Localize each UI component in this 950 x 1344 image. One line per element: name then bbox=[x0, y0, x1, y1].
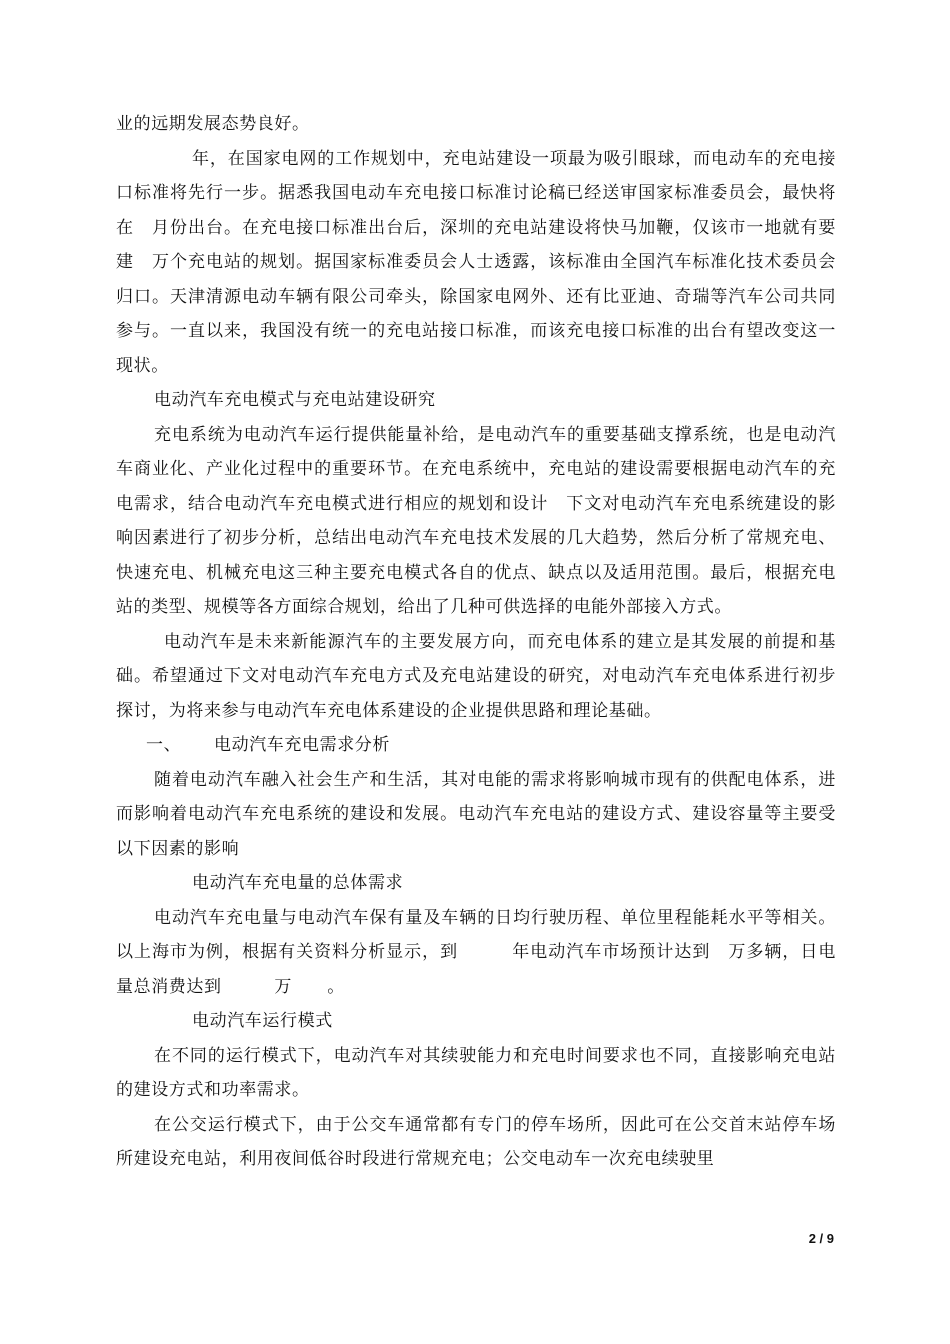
paragraph-future-direction: 电动汽车是未来新能源汽车的主要发展方向，而充电体系的建立是其发展的前提和基础。希望通过下文对电动汽车充电方式及充电站建设的研究，对电动汽车充电体系进行初步探讨，为将来参与电动汽车充电体系建设的企业提供思路和理论基础。 bbox=[116, 631, 836, 721]
subheading-charging-mode-research: 电动汽车充电模式与充电站建设研究 bbox=[154, 390, 436, 410]
section-title: 电动汽车充电需求分析 bbox=[214, 735, 390, 755]
paragraph-bus-operation: 在公交运行模式下，由于公交车通常都有专门的停车场所，因此可在公交首末站停车场所建设充电站，利用夜间低谷时段进行常规充电；公交电动车一次充电续驶里 bbox=[116, 1114, 836, 1169]
paragraph-demand-intro: 随着电动汽车融入社会生产和生活，其对电能的需求将影响城市现有的供配电体系，进而影响着电动汽车充电系统的建设和发展。电动汽车充电站的建设方式、建设容量等主要受以下因素的影响 bbox=[116, 769, 836, 859]
subheading-operation-mode: 电动汽车运行模式 bbox=[192, 1011, 333, 1031]
paragraph-charging-system-overview: 充电系统为电动汽车运行提供能量补给，是电动汽车的重要基础支撑系统，也是电动汽车商业化、产业化过程中的重要环节。在充电系统中，充电站的建设需要根据电动汽车的充电需求，结合电动汽车充电模式进行相应的规划和设计 下文对电动汽车充电系统建设的影响因素进行了初步分析，总结出电动汽车充电技术发展的几大趋势，然后分析了常规充电、快速充电、机械充电这三种主要充电模式各自的优点、缺点以及适用范围。最后，根据充电站的类型、规模等各方面综合规划，给出了几种可供选择的电能外部接入方式。 bbox=[116, 424, 836, 617]
paragraph-total-demand: 电动汽车充电量与电动汽车保有量及车辆的日均行驶历程、单位里程能耗水平等相关。以上海市为例，根据有关资料分析显示，到 年电动汽车市场预计达到 万多辆，日电量总消费达到 万 。 bbox=[116, 907, 836, 997]
document-body bbox=[116, 107, 836, 1177]
section-number: 一、 bbox=[146, 735, 182, 755]
subheading-total-demand: 电动汽车充电量的总体需求 bbox=[192, 873, 404, 893]
paragraph-charging-interface-standard: 年，在国家电网的工作规划中，充电站建设一项最为吸引眼球，而电动车的充电接口标准将先行一步。据悉我国电动车充电接口标准讨论稿已经送审国家标准委员会，最快将在 月份出台。在充电接口标准出台后，深圳的充电站建设将快马加鞭，仅该市一地就有要建 万个充电站的规划。据国家标准委员会人士透露，该标准由全国汽车标准化技术委员会归口。天津清源电动车辆有限公司牵头，除国家电网外、还有比亚迪、奇瑞等汽车公司共同参与。一直以来，我国没有统一的充电站接口标准，而该充电接口标准的出台有望改变这一现状。 bbox=[116, 148, 836, 376]
paragraph-continuation: 业的远期发展态势良好。 bbox=[116, 114, 310, 134]
paragraph-operation-mode: 在不同的运行模式下，电动汽车对其续驶能力和充电时间要求也不同，直接影响充电站的建设方式和功率需求。 bbox=[116, 1045, 836, 1100]
page-number: 2 / 9 bbox=[808, 1231, 834, 1246]
section-heading-demand-analysis bbox=[116, 728, 836, 763]
